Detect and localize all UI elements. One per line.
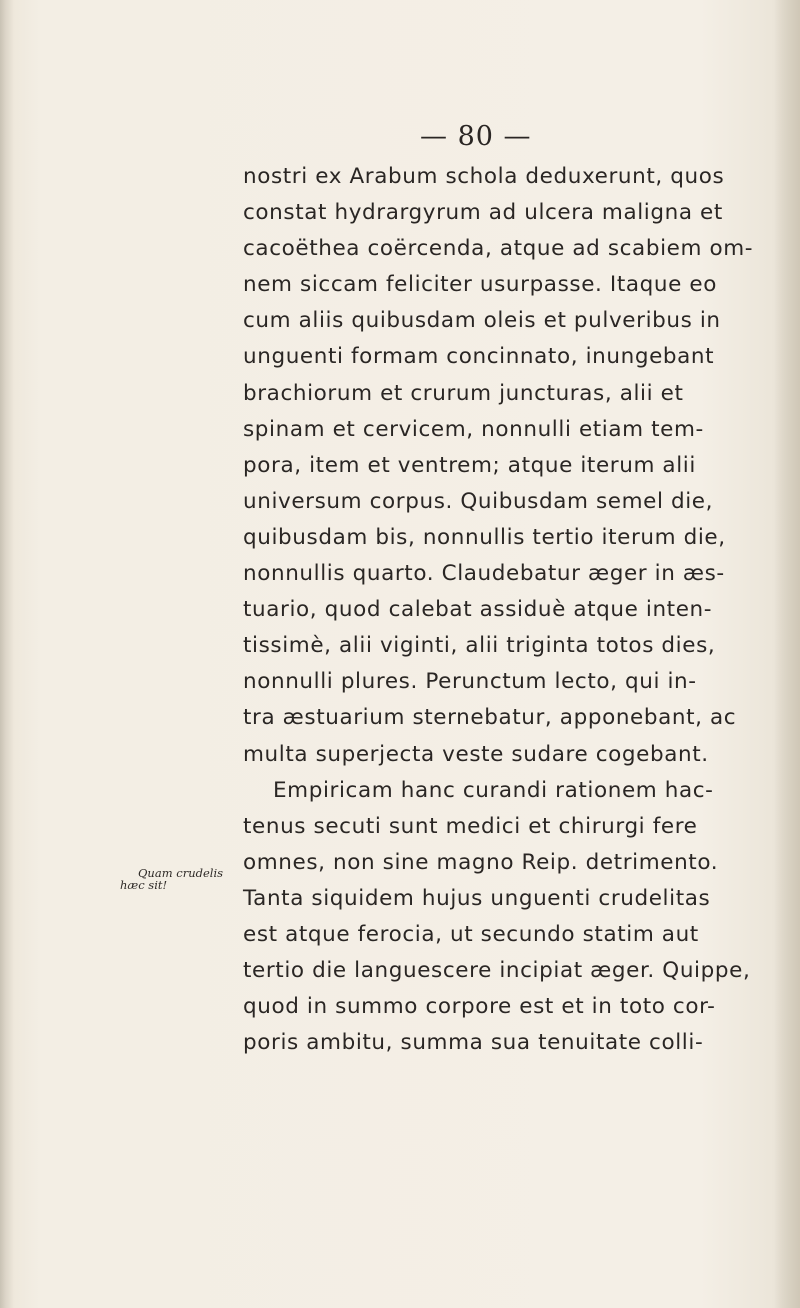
text-line: spinam et cervicem, nonnulli etiam tem-	[243, 416, 704, 442]
text-line: omnes, non sine magno Reip. detrimento.	[243, 849, 719, 875]
body-text	[243, 159, 773, 1061]
text-line: nonnullis quarto. Claudebatur æger in æs-	[243, 561, 725, 587]
text-line: tenus secuti sunt medici et chirurgi fere	[243, 813, 698, 839]
text-line: multa superjecta veste sudare cogebant.	[243, 741, 709, 767]
text-line: poris ambitu, summa sua tenuitate colli-	[243, 1030, 704, 1056]
text-line: cacoëthea coërcenda, atque ad scabiem om-	[243, 236, 754, 262]
text-line: est atque ferocia, ut secundo statim aut	[243, 921, 699, 947]
marginal-note-line: hæc sit!	[120, 878, 168, 892]
text-line: pora, item et ventrem; atque iterum alii	[243, 452, 696, 478]
text-line: tra æstuarium sternebatur, apponebant, ac	[243, 705, 737, 731]
text-line: tertio die languescere incipiat æger. Quippe,	[243, 958, 751, 984]
page-number: — 80 —	[420, 121, 532, 152]
text-line: nostri ex Arabum schola deduxerunt, quos	[243, 164, 725, 189]
text-line: nonnulli plures. Perunctum lecto, qui in-	[243, 669, 697, 695]
text-line: quod in summo corpore est et in toto cor-	[243, 994, 716, 1020]
text-line: tissimè, alii viginti, alii triginta totos dies,	[243, 633, 716, 659]
page-edge	[774, 0, 800, 1308]
marginal-note-line: Quam crudelis	[138, 866, 224, 880]
text-line: nem siccam feliciter usurpasse. Itaque eo	[243, 272, 717, 298]
text-line: unguenti formam concinnato, inungebant	[243, 344, 715, 370]
text-line: Tanta siquidem hujus unguenti crudelitas	[243, 885, 711, 911]
text-line: constat hydrargyrum ad ulcera maligna et	[243, 200, 723, 226]
text-line: quibusdam bis, nonnullis tertio iterum die,	[243, 524, 726, 550]
text-line: cum aliis quibusdam oleis et pulveribus in	[243, 308, 721, 334]
page-gutter-shadow	[0, 0, 14, 1308]
marginal-note	[120, 867, 240, 891]
text-line: tuario, quod calebat assiduè atque inten-	[243, 597, 713, 623]
text-line: universum corpus. Quibusdam semel die,	[243, 488, 714, 514]
text-line: brachiorum et crurum juncturas, alii et	[243, 380, 684, 406]
paragraph-start-line: Empiricam hanc curandi rationem hac-	[273, 777, 714, 803]
